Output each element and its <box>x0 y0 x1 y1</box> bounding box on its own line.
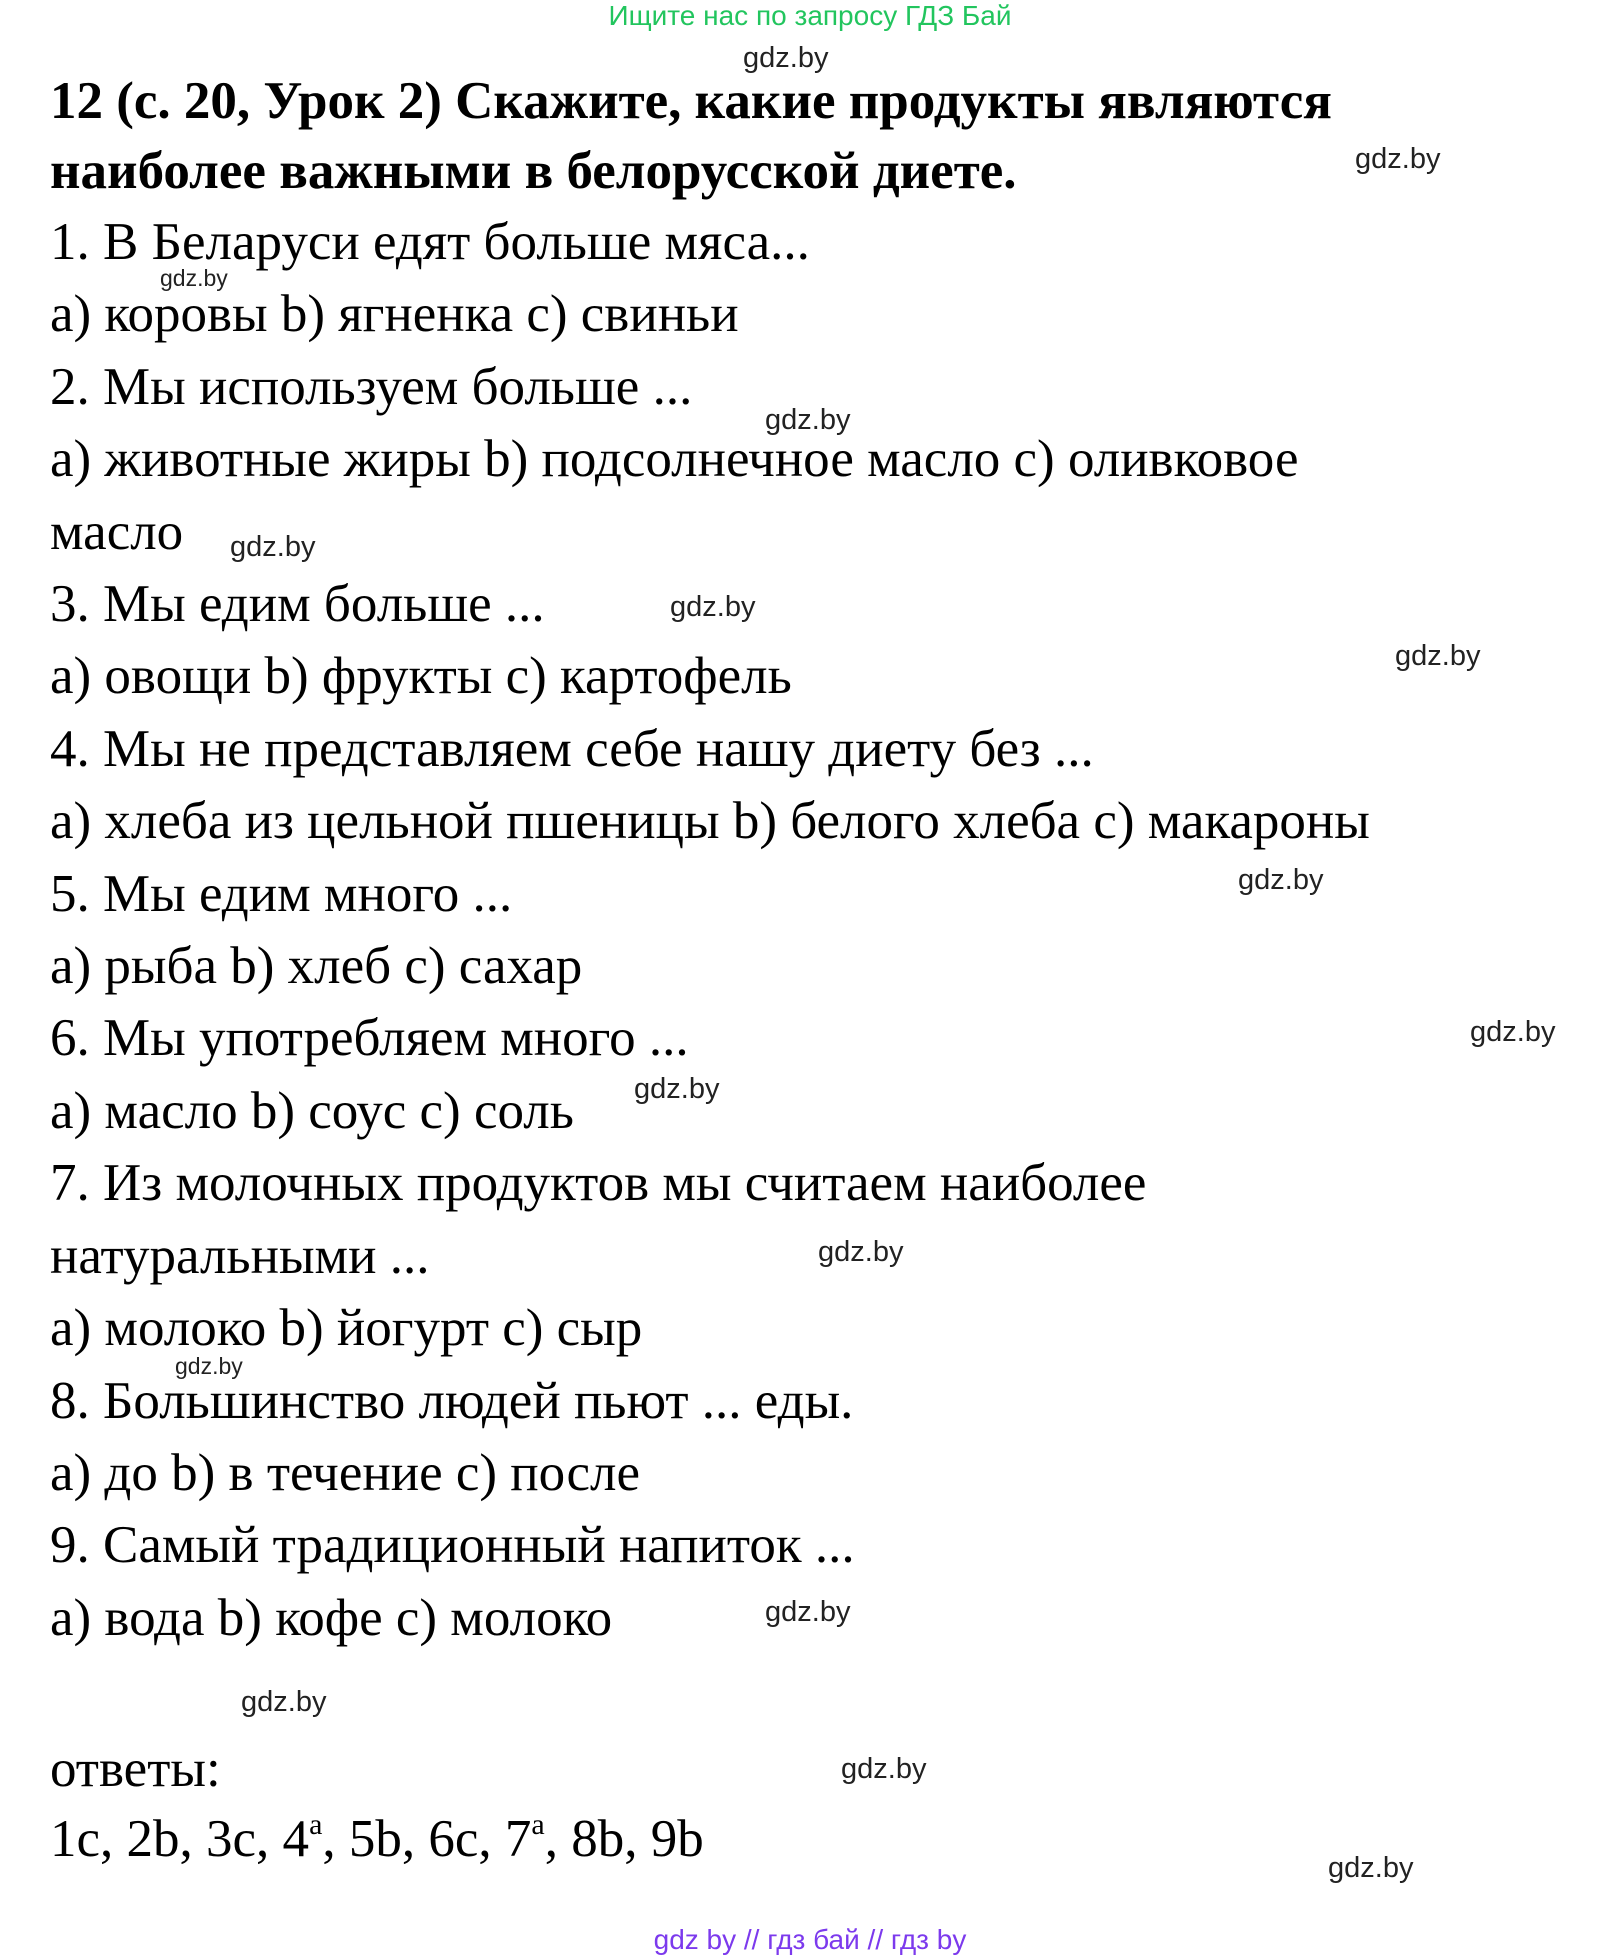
question-7: 7. Из молочных продуктов мы считаем наиболее <box>50 1154 1147 1213</box>
options-4: a) хлеба из цельной пшеницы b) белого хлеба c) макароны <box>50 792 1370 851</box>
options-6: a) масло b) соус c) соль <box>50 1081 574 1140</box>
exercise-title <box>50 66 1528 206</box>
watermark: gdz.by <box>743 42 829 74</box>
answers-part-1: 1c, 2b, 3c, 4 <box>50 1810 310 1868</box>
answers-part-2: , 5b, 6c, 7 <box>322 1810 532 1868</box>
question-5: 5. Мы едим много ... <box>50 864 513 923</box>
answers-sup-2: a <box>531 1808 545 1841</box>
watermark: gdz.by <box>1355 143 1441 175</box>
watermark: gdz.by <box>160 265 228 291</box>
title-line-2: наиболее важными в белорусской диете. <box>50 142 1017 200</box>
watermark: gdz.by <box>1328 1852 1414 1884</box>
watermark: gdz.by <box>1470 1016 1556 1048</box>
question-8: 8. Большинство людей пьют ... еды. <box>50 1371 854 1430</box>
question-1: 1. В Беларуси едят больше мяса... <box>50 213 810 271</box>
options-2: a) животные жиры b) подсолнечное масло c) оливковое <box>50 430 1299 489</box>
watermark: gdz.by <box>241 1686 327 1718</box>
title-line-1: 12 (с. 20, Урок 2) Скажите, какие продукты являются <box>50 72 1332 130</box>
answers-sup-1: a <box>309 1808 323 1841</box>
watermark: gdz.by <box>765 404 851 436</box>
watermark: gdz.by <box>175 1353 243 1379</box>
options-3: a) овощи b) фрукты c) картофель <box>50 647 792 706</box>
question-4: 4. Мы не представляем себе нашу диету без ... <box>50 719 1094 778</box>
answers-part-3: , 8b, 9b <box>544 1810 704 1868</box>
watermark: gdz.by <box>841 1753 927 1785</box>
footer-links[interactable]: gdz by // гдз бай // гдз by <box>653 1924 967 1955</box>
options-8: a) до b) в течение c) после <box>50 1443 640 1502</box>
watermark: gdz.by <box>670 591 756 623</box>
document-body <box>50 66 1528 1654</box>
question-6: 6. Мы употребляем много ... <box>50 1009 689 1068</box>
options-5: a) рыба b) хлеб c) сахар <box>50 937 583 996</box>
question-3: 3. Мы едим больше ... <box>50 575 545 634</box>
watermark: gdz.by <box>1395 640 1481 672</box>
answers-line <box>50 1803 704 1875</box>
top-banner[interactable]: Ищите нас по запросу ГДЗ Бай <box>608 0 1012 31</box>
answers-label: ответы: <box>50 1740 221 1798</box>
question-7-cont: натуральными ... <box>50 1226 430 1285</box>
watermark: gdz.by <box>634 1073 720 1105</box>
watermark: gdz.by <box>230 531 316 563</box>
options-9: a) вода b) кофе c) молоко <box>50 1588 613 1647</box>
options-7: a) молоко b) йогурт c) сыр <box>50 1299 643 1358</box>
watermark: gdz.by <box>765 1596 851 1628</box>
options-2-cont: масло <box>50 502 184 561</box>
watermark: gdz.by <box>1238 864 1324 896</box>
question-2: 2. Мы используем больше ... <box>50 357 693 416</box>
watermark: gdz.by <box>818 1236 904 1268</box>
options-1: a) коровы b) ягненка c) свиньи <box>50 285 739 344</box>
question-9: 9. Самый традиционный напиток ... <box>50 1516 855 1575</box>
